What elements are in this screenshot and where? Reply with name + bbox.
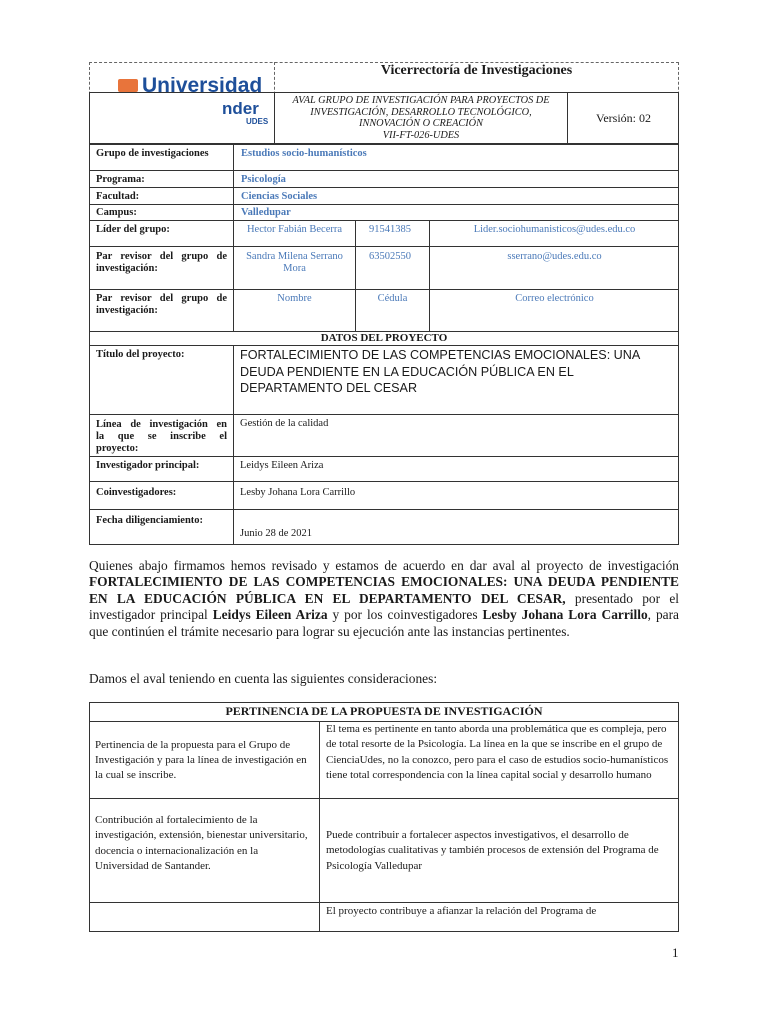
form-code: VII-FT-026-UDES (382, 129, 460, 141)
coinv-value: Lesby Johana Lora Carrillo (240, 487, 356, 498)
titulo-line-3: DEPARTAMENTO DEL CESAR (240, 381, 418, 395)
revisor1-label (96, 251, 227, 275)
lider-email: Lider.sociohumanisticos@udes.edu.co (473, 224, 636, 235)
row2-criterion: Contribución al fortalecimiento de la investigación, extensión, bienestar universitario, docencia o internacionalización en la Universidad de Santander. (95, 814, 308, 873)
investigador-label: Investigador principal: (96, 460, 200, 471)
lider-name: Hector Fabián Becerra (246, 224, 343, 235)
logo-text-small: UDES (246, 117, 269, 126)
linea-label (96, 419, 227, 455)
linea-label-line-3: proyecto: (96, 443, 139, 454)
fecha-label: Fecha diligenciamiento: (96, 515, 204, 526)
row3-assessment: El proyecto contribuye a afianzar la relación del Programa de (326, 905, 597, 917)
aval-text-e: y por los coinvestigadores (327, 607, 483, 623)
revisor1-name-line-1: Sandra Milena Serrano (246, 251, 343, 262)
facultad-value: Ciencias Sociales (241, 191, 318, 202)
aval-text-c: presentado por el investigador principal (89, 590, 680, 623)
revisor2-email: Correo electrónico (515, 293, 594, 304)
lider-label: Líder del grupo: (96, 224, 170, 235)
programa-label: Programa: (96, 174, 145, 185)
logo-text-top: Universidad (142, 77, 263, 97)
row1-criterion: Pertinencia de la propuesta para el Grupo de Investigación y para la línea de investigación en la cual se inscribe. (95, 739, 307, 782)
aval-coinvestigators: Lesby Johana Lora Carrillo (482, 607, 648, 623)
form-title-line-3: INNOVACIÓN O CREACIÓN (359, 118, 483, 130)
programa-value: Psicología (241, 174, 286, 185)
form-title-line-1: AVAL GRUPO DE INVESTIGACIÓN PARA PROYECTOS DE (292, 95, 550, 106)
linea-label-line-2: la que se inscribe el (96, 431, 227, 442)
aval-text-g: , para que continúen el trámite necesario para lograr su ejecución ante las instancias pertinentes. (89, 607, 679, 639)
revisor1-label-line-2: investigación: (96, 263, 158, 274)
form-title-line-2: INVESTIGACIÓN, DESARROLLO TECNOLÓGICO, (310, 106, 532, 118)
revisor1-email: sserrano@udes.edu.co (507, 251, 602, 262)
aval-investigator: Leidys Eileen Ariza (212, 607, 328, 623)
titulo-value (240, 347, 640, 397)
grupo-label: Grupo de investigaciones (96, 148, 209, 159)
lider-id: 91541385 (369, 224, 411, 235)
campus-value: Valledupar (241, 207, 291, 218)
version-label: Versión: 02 (596, 111, 651, 125)
campus-label: Campus: (96, 207, 137, 218)
investigador-value: Leidys Eileen Ariza (240, 460, 324, 471)
titulo-line-1: FORTALECIMIENTO DE LAS COMPETENCIAS EMOCIONALES: UNA (240, 348, 641, 362)
revisor2-name: Nombre (277, 293, 312, 304)
titulo-line-2: DEUDA PENDIENTE EN LA EDUCACIÓN PÚBLICA EN EL (240, 364, 574, 379)
revisor1-name (234, 251, 355, 275)
linea-label-line-1: Línea de investigación en (96, 419, 227, 430)
linea-value: Gestión de la calidad (240, 418, 329, 429)
form-title (276, 95, 566, 141)
revisor2-label (96, 293, 227, 317)
aval-paragraph (89, 558, 679, 640)
vicerrectoria-title: Vicerrectoría de Investigaciones (380, 63, 573, 78)
row1-assessment: El tema es pertinente en tanto aborda una problemática que es compleja, pero de total resorte de la Psicología. La línea en la que se inscribe en el grupo de CienciaUdes, no la conozco, pero para el caso de estudios socio-humanísticos tiene total correspondencia con la línea capital social y desarrollo humano (326, 723, 669, 782)
fecha-value: Junio 28 de 2021 (240, 528, 313, 539)
datos-proyecto-title: DATOS DEL PROYECTO (320, 332, 448, 344)
revisor1-label-line-1: Par revisor del grupo de (96, 251, 227, 262)
logo-text-bottom: nder (222, 99, 259, 118)
revisor1-name-line-2: Mora (283, 263, 306, 274)
revisor2-id: Cédula (377, 293, 408, 304)
aval-project-title: FORTALECIMIENTO DE LAS COMPETENCIAS EMOCIONALES: UNA DEUDA PENDIENTE EN LA EDUCACIÓN PÚBLICA EN EL DEPARTAMENTO DEL CESAR, (89, 574, 679, 606)
grupo-value: Estudios socio-humanísticos (241, 148, 367, 159)
titulo-label: Título del proyecto: (96, 349, 185, 360)
revisor2-label-line-2: investigación: (96, 305, 158, 316)
page-number: 1 (672, 945, 679, 960)
considerations-intro: Damos el aval teniendo en cuenta las siguientes consideraciones: (89, 671, 438, 686)
pertinencia-title: PERTINENCIA DE LA PROPUESTA DE INVESTIGACIÓN (225, 704, 543, 718)
aval-text-a: Quienes abajo firmamos hemos revisado y estamos de acuerdo en dar aval al proyecto de investigación (89, 558, 679, 573)
row2-assessment: Puede contribuir a fortalecer aspectos investigativos, el desarrollo de metodologías cualitativas y también procesos de extensión del Programa de Psicología Valledupar (326, 829, 659, 872)
facultad-label: Facultad: (96, 191, 140, 202)
revisor1-id: 63502550 (369, 251, 411, 262)
coinv-label: Coinvestigadores: (96, 487, 177, 498)
revisor2-label-line-1: Par revisor del grupo de (96, 293, 227, 304)
